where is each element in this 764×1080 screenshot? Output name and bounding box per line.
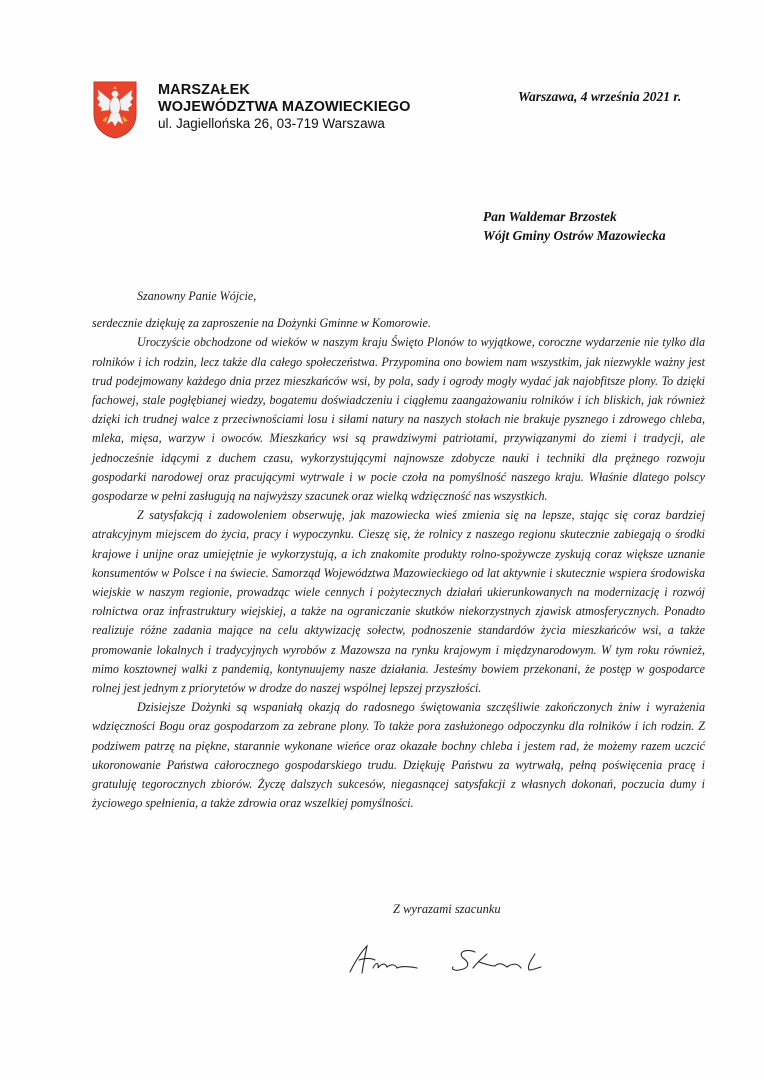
issuer-address: ul. Jagiellońska 26, 03-719 Warszawa bbox=[158, 116, 385, 131]
issuer-title-line2: WOJEWÓDZTWA MAZOWIECKIEGO bbox=[158, 99, 411, 115]
salutation: Szanowny Panie Wójcie, bbox=[137, 289, 257, 303]
closing-phrase: Z wyrazami szacunku bbox=[393, 902, 501, 916]
body-paragraph: Dzisiejsze Dożynki są wspaniałą okazją do radosnego świętowania szczęśliwie zakończonych żniw i wyrażenia wdzięczności Bogu oraz gospodarzom za zebrane plony. To także pora zasłużonego odpoczynku dla rolników i ich rodzin. Z podziwem patrzę na piękne, starannie wykonane wieńce oraz okazałe bochny chleba i jestem rad, że możemy razem uczcić ukoronowanie Państwa całorocznego gospodarskiego trudu. Dziękuję Państwu za wytrwałą, pełną poświęcenia pracę i gratuluję tegorocznych zbiorów. Życzę dalszych sukcesów, niegasnącej satysfakcji z własnych dokonań, poczucia dumy i życiowego spełnienia, a także zdrowia oraz wszelkiej pomyślności. bbox=[92, 700, 705, 811]
letter-body bbox=[92, 287, 705, 813]
letter-date: Warszawa, 4 września 2021 r. bbox=[518, 89, 682, 104]
handwritten-signature-icon bbox=[345, 940, 555, 980]
mazovia-coat-of-arms-icon bbox=[92, 80, 138, 140]
body-paragraph: Z satysfakcją i zadowoleniem obserwuję, jak mazowiecka wieś zmienia się na lepsze, stając się coraz bardziej atrakcyjnym miejscem do życia, pracy i wypoczynku. Cieszę się, że rolnicy z naszego regionu skutecznie zabiegają o środki krajowe i unijne oraz umiejętnie je wykorzystują, a ich znakomite produkty rolno-spożywcze zyskują coraz większe uznanie konsumentów w Polsce i na świecie. Samorząd Województwa Mazowieckiego od lat aktywnie i skutecznie wspiera środowiska wiejskie w naszym regionie, prowadząc wiele cennych i pożytecznych działań ukierunkowanych na modernizację i rozwój rolnictwa oraz infrastruktury wiejskiej, a także na ograniczanie skutków niekorzystnych zjawisk atmosferycznych. Ponadto realizuje różne zadania mające na celu aktywizację sołectw, podnoszenie standardów życia mieszkańców wsi, a także promowanie lokalnych i tradycyjnych wyrobów z Mazowsza na rynku krajowym i międzynarodowym. W tym roku również, mimo kosztownej walki z pandemią, kontynuujemy nasze działania. Jesteśmy bowiem przekonani, że postęp w gospodarce rolnej jest jednym z priorytetów w drodze do naszej wspólnej lepszej przyszłości. bbox=[92, 508, 705, 696]
body-paragraph: serdecznie dziękuję za zaproszenie na Dożynki Gminne w Komorowie. bbox=[92, 316, 431, 331]
issuer-title-line1: MARSZAŁEK bbox=[158, 82, 250, 98]
body-paragraph: Uroczyście obchodzone od wieków w naszym kraju Święto Plonów to wyjątkowe, coroczne wydarzenie nie tylko dla rolników i ich rodzin, lecz także dla całego społeczeństwa. Przypomina ono bowiem nam wszystkim, jak niezwykle ważny jest trud podejmowany każdego dnia przez mieszkańców wsi, by pola, sady i ogrody mogły wydać jak najobfitsze plony. To dzięki fachowej, stale pogłębianej wiedzy, bogatemu doświadczeniu i ciągłemu zaangażowaniu rolników i ich bliskich, jak również dzięki ich trudnej walce z przeciwnościami losu i siłami natury na naszych stołach nie brakuje pysznego i zdrowego chleba, mleka, mięsa, warzyw i owoców. Mieszkańcy wsi są prawdziwymi patriotami, przywiązanymi do ziemi i tradycji, ale jednocześnie idącymi z duchem czasu, wykorzystującymi najnowsze zdobycze nauki i techniki dla prężnego rozwoju gospodarki narodowej oraz pracującymi wytrwale i w pocie czoła na pomyślność naszego kraju. Właśnie dlatego polscy gospodarze w pełni zasługują na najwyższy szacunek oraz wielką wdzięczność nas wszystkich. bbox=[92, 335, 705, 504]
recipient-block bbox=[483, 207, 666, 245]
recipient-title: Wójt Gminy Ostrów Mazowiecka bbox=[483, 228, 666, 243]
recipient-name: Pan Waldemar Brzostek bbox=[483, 209, 617, 224]
letterhead bbox=[92, 80, 410, 140]
issuer-block bbox=[158, 82, 410, 132]
